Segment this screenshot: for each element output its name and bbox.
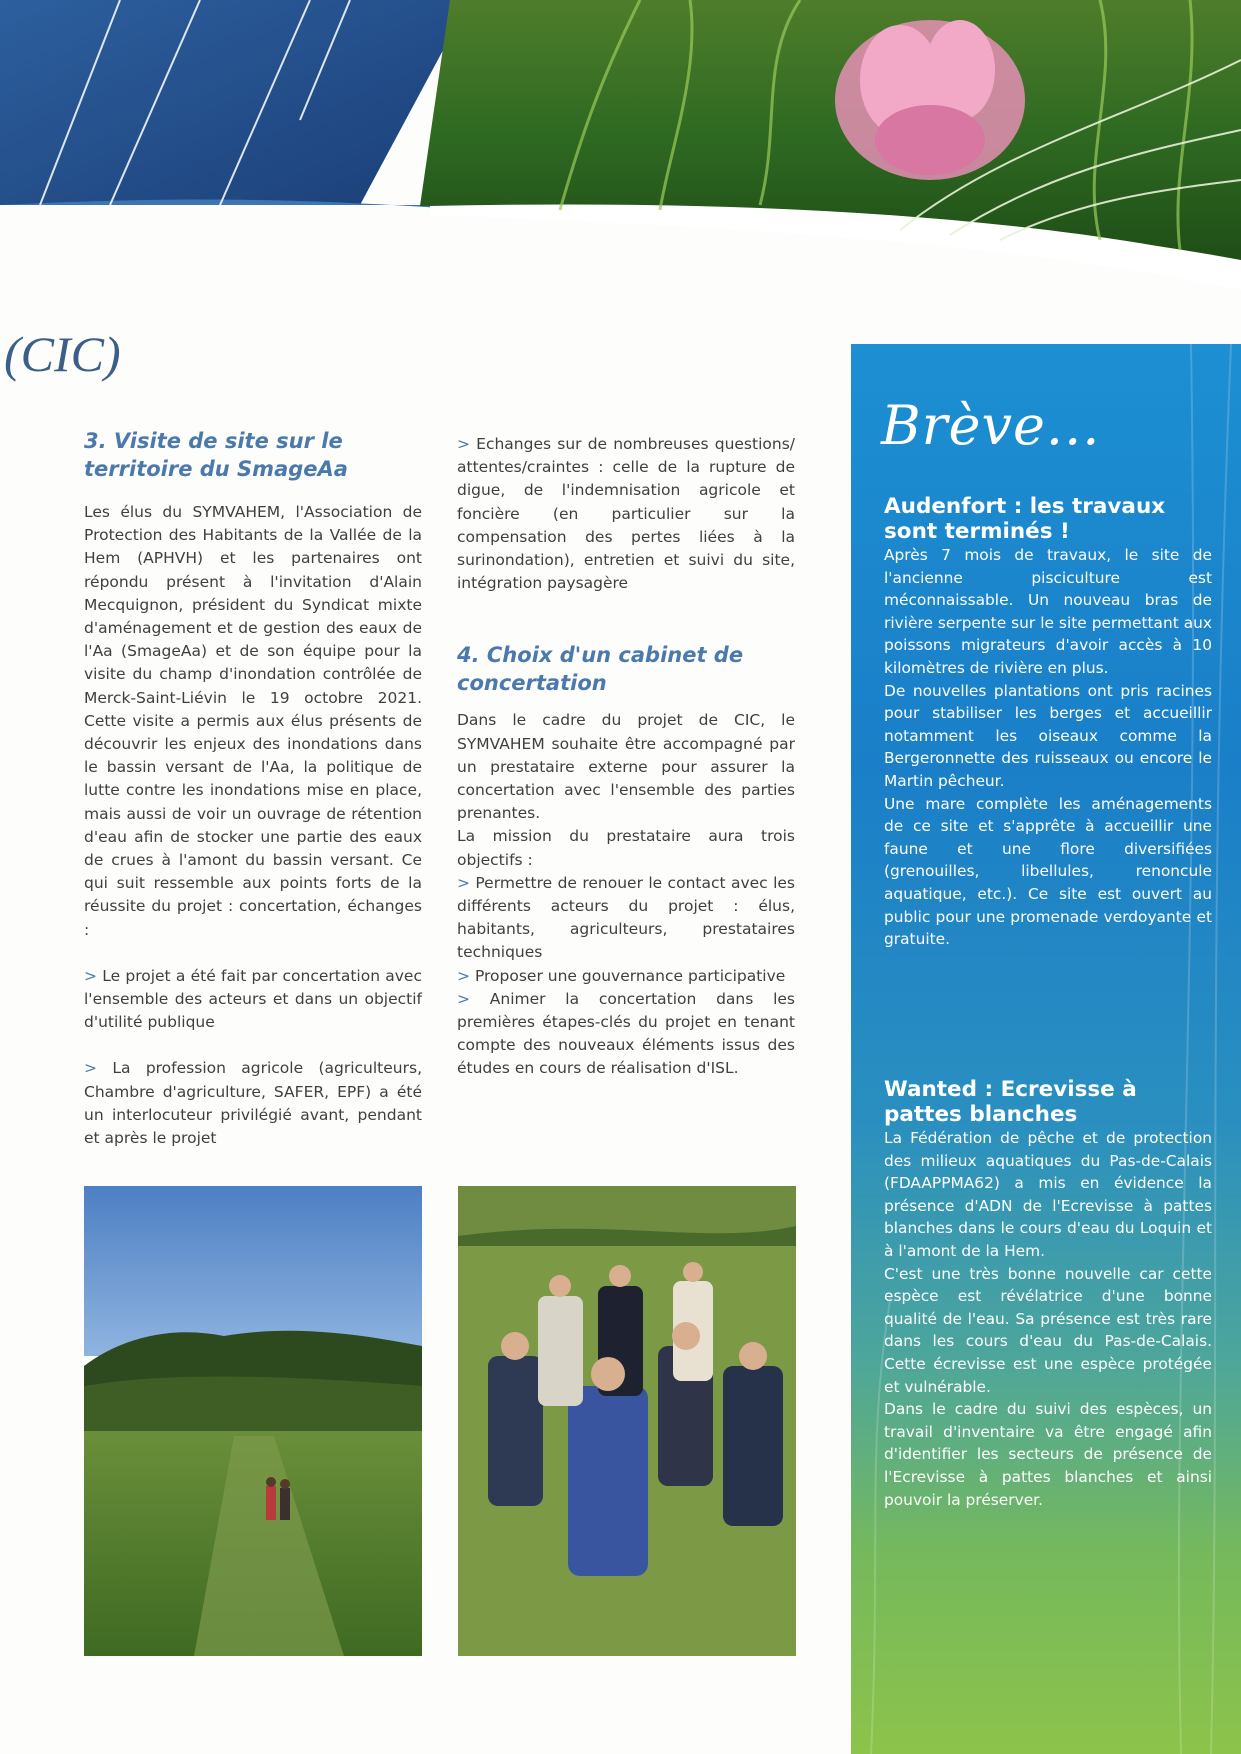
photo-group-visit [458, 1186, 796, 1656]
bullet-text: Permettre de renouer le contact avec les différents acteurs du projet : élus, habitants, agriculteurs, prestataires techniques [457, 873, 795, 962]
bullet-text: Echanges sur de nombreuses questions/ attentes/craintes : celle de la rupture de digue, de l'indemnisation agricole et foncière (en particulier sur la compensation des pertes liées à la surinondation), entretien et suivi du site, intégration paysagère [457, 435, 795, 593]
news-audenfort-p3: Une mare complète les aménagements de ce site et s'apprête à accueillir une faune et une flore diversifiées (grenouilles, libellules, renoncule aquatique, etc.). Ce site est ouvert au public pour une promenade verdoyante et gratuite. [884, 794, 1212, 949]
news-ecrevisse [884, 1077, 1212, 1511]
bullet-text: Proposer une gouvernance participative [474, 966, 786, 985]
bullet-marker: > [457, 966, 470, 985]
section3-bullet-3 [457, 433, 795, 595]
news-audenfort-p1: Après 7 mois de travaux, le site de l'ancienne pisciculture est méconnaissable. Un nouveau bras de rivière serpente sur le site permettant aux poissons migrateurs d'avoir accès à 10 kilomètres de rivière en plus. [884, 546, 1212, 677]
bullet-text: Animer la concertation dans les premières étapes-clés du projet en tenant compte des nouveaux éléments issus des études en cours de réalisation d'ISL. [457, 989, 795, 1078]
bullet-text: Le projet a été fait par concertation avec l'ensemble des acteurs et dans un objectif d'utilité publique [84, 966, 422, 1032]
section4-heading: 4. Choix d'un cabinet de concertation [457, 643, 744, 696]
news-audenfort-p2: De nouvelles plantations ont pris racines pour stabiliser les berges et accueillir notamment les oiseaux comme la Bergeronnette des ruisseaux ou encore le Martin pêcheur. [884, 681, 1212, 790]
bullet-marker: > [84, 966, 97, 985]
breve-sidebar [851, 344, 1241, 1754]
bullet-marker: > [457, 989, 470, 1008]
section4-objective-2 [457, 965, 795, 988]
section4-column [457, 427, 795, 1081]
breve-title: Brève... [881, 394, 1101, 457]
news-ecrevisse-p1: La Fédération de pêche et de protection des milieux aquatiques du Pas-de-Calais (FDAAPPMA62) a mis en évidence la présence d'ADN de l'Ecrevisse à pattes blanches dans le cours d'eau du Loquin et à l'amont de la Hem. [884, 1129, 1212, 1260]
section4-paragraph-1: Dans le cadre du projet de CIC, le SYMVAHEM souhaite être accompagné par un prestataire externe pour assurer la concertation avec l'ensemble des parties prenantes. [457, 711, 795, 823]
header-banner-image [0, 0, 1241, 290]
bullet-marker: > [457, 873, 470, 892]
section3-bullet-1 [84, 965, 422, 1035]
photo-meadow-path [84, 1186, 422, 1656]
section3-bullet-2 [84, 1057, 422, 1150]
section4-paragraph-2: La mission du prestataire aura trois objectifs : [457, 827, 795, 869]
section3-paragraph: Les élus du SYMVAHEM, l'Association de Protection des Habitants de la Vallée de la Hem (APHVH) et les partenaires ont répondu présent à l'invitation d'Alain Mecquignon, président du Syndicat mixte d'aménagement et de gestion des eaux de l'Aa (SmageAa) et de son équipe pour la visite du champ d'inondation contrôlée de Merck-Saint-Liévin le 19 octobre 2021. Cette visite a permis aux élus présents de découvrir les enjeux des inondations dans le bassin versant de l'Aa, la politique de lutte contre les inondations mise en place, mais aussi de voir un ouvrage de rétention d'eau afin de stocker une partie des eaux de crues à l'amont du bassin versant. Ce qui suit ressemble aux points forts de la réussite du projet : concertation, échanges : [84, 503, 422, 939]
section3-column [84, 427, 422, 1150]
bullet-marker: > [84, 1059, 97, 1078]
news-ecrevisse-heading: Wanted : Ecrevisse à pattes blanches [884, 1077, 1137, 1127]
news-audenfort-heading: Audenfort : les travaux sont terminés ! [884, 494, 1166, 544]
news-audenfort [884, 494, 1212, 951]
section4-objective-1 [457, 872, 795, 965]
section4-objective-3 [457, 988, 795, 1081]
bullet-marker: > [457, 435, 470, 453]
section3-heading: 3. Visite de site sur le territoire du SmageAa [84, 429, 348, 481]
news-ecrevisse-p2: C'est une très bonne nouvelle car cette espèce est révélatrice d'une bonne qualité de l'eau. Sa présence est très rare dans les cours d'eau du Pas-de-Calais. Cette écrevisse est une espèce protégée et vulnérable. [884, 1264, 1212, 1396]
bullet-text: La profession agricole (agriculteurs, Chambre d'agriculture, SAFER, EPF) a été un interlocuteur privilégié avant, pendant et après le projet [84, 1059, 422, 1148]
page-title: (CIC) [4, 326, 121, 382]
news-ecrevisse-p3: Dans le cadre du suivi des espèces, un travail d'inventaire va être engagé afin d'identifier les secteurs de présence de l'Ecrevisse à pattes blanches et ainsi pouvoir la préserver. [884, 1400, 1212, 1509]
